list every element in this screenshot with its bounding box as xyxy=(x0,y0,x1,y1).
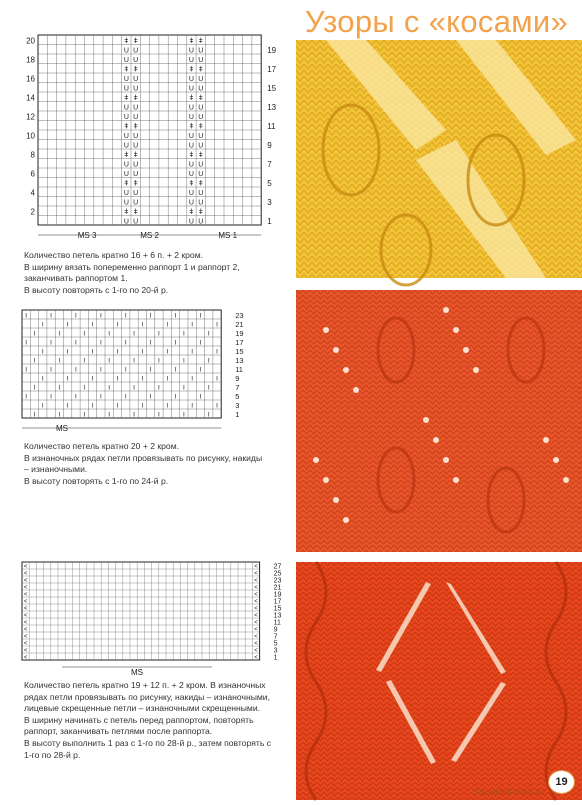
chart-2-symbol: I xyxy=(182,384,185,392)
chart-2-symbol: I xyxy=(99,339,102,347)
chart-2-symbol: I xyxy=(182,330,185,338)
chart-2-symbol: I xyxy=(41,348,44,356)
chart-1-symbol: U xyxy=(123,218,129,226)
chart-2-symbol: I xyxy=(166,402,169,410)
chart-2-symbol: I xyxy=(141,375,144,383)
chart-2-text-line: В высоту повторять с 1-го по 24-й р. xyxy=(24,475,169,486)
chart-1-row-number: 15 xyxy=(267,84,277,93)
red-orange-knit-photo xyxy=(296,562,582,800)
chart-3-text-line: В ширину начинать с петель перед раппортом, повторять раппорт, заканчивать петлями после раппорта. xyxy=(24,714,254,737)
chart-2-symbol: I xyxy=(207,330,210,338)
chart-1-symbol: ǂ xyxy=(189,66,194,74)
chart-3-row-number: 15 xyxy=(273,605,282,613)
chart-1-symbol: U xyxy=(188,142,194,150)
chart-2-row-number: 19 xyxy=(235,329,244,338)
chart-1-symbol: U xyxy=(188,76,194,83)
chart-3-row-number: 17 xyxy=(273,598,282,606)
chart-1-symbol: ǂ xyxy=(124,209,129,216)
chart-2-instructions xyxy=(24,441,264,487)
chart-3-row-number: 9 xyxy=(273,626,278,634)
chart-3-symbol: < xyxy=(254,620,258,626)
chart-2-symbol: I xyxy=(116,375,119,383)
chart-1-symbol: U xyxy=(123,76,129,83)
chart-1-row-number: 16 xyxy=(26,74,35,84)
chart-1-symbol: U xyxy=(123,171,129,178)
chart-1-symbol: U xyxy=(188,104,194,112)
chart-2-symbol: I xyxy=(199,339,202,347)
chart-3-symbol: < xyxy=(254,655,258,661)
chart-2-symbol: I xyxy=(83,357,86,365)
chart-2-row-number: 3 xyxy=(235,401,240,410)
chart-2-symbol: I xyxy=(158,384,160,392)
chart-2-symbol: I xyxy=(25,312,28,320)
chart-1-row-number: 12 xyxy=(26,112,35,122)
chart-2-symbol: I xyxy=(116,348,119,356)
chart-1-symbol: ǂ xyxy=(189,180,194,188)
chart-1-symbol: U xyxy=(198,142,204,150)
chart-3-symbol: < xyxy=(23,648,28,654)
chart-2-symbol: I xyxy=(158,411,160,419)
chart-2-text-line: Количество петель кратно 20 + 2 кром. xyxy=(24,441,180,451)
chart-3-row-number: 3 xyxy=(273,647,278,655)
chart-2-row-number: 21 xyxy=(235,320,244,329)
chart-1-symbol: U xyxy=(133,142,139,150)
chart-2-symbol: I xyxy=(191,402,194,410)
chart-2-symbol: I xyxy=(83,411,86,419)
chart-1-symbol: U xyxy=(188,133,194,140)
chart-2-row-number: 1 xyxy=(235,410,240,419)
chart-1-symbol: U xyxy=(188,57,194,64)
chart-2-symbol: I xyxy=(149,366,152,374)
chart-1-row-number: 7 xyxy=(267,160,272,169)
chart-2-symbol: I xyxy=(174,393,177,401)
chart-1-row-number: 19 xyxy=(267,46,277,55)
chart-1-symbol: U xyxy=(188,199,194,207)
chart-1-symbol: ǂ xyxy=(198,209,203,216)
chart-1-row-number: 10 xyxy=(26,131,35,141)
chart-2-symbol: I xyxy=(50,393,52,401)
chart-1-symbol: ǂ xyxy=(124,66,129,74)
chart-1-symbol: U xyxy=(123,85,129,93)
chart-2-symbol: I xyxy=(116,402,119,410)
chart-2-symbol: I xyxy=(108,384,111,392)
chart-1-row-number: 13 xyxy=(267,103,277,112)
chart-3-row-number: 5 xyxy=(273,640,278,648)
chart-1-symbol: ǂ xyxy=(189,152,194,159)
chart-2-symbol: I xyxy=(91,402,94,410)
chart-2-symbol: I xyxy=(66,348,69,356)
chart-3-symbol: < xyxy=(254,599,258,605)
chart-3-section-label: MS xyxy=(131,668,143,677)
chart-2-symbol: I xyxy=(50,339,52,347)
chart-1-row-number: 8 xyxy=(30,150,35,160)
chart-3-symbol: < xyxy=(254,648,258,654)
chart-1-symbol: U xyxy=(198,114,204,121)
chart-1-symbol: U xyxy=(198,190,204,197)
chart-2-symbol: I xyxy=(58,411,61,419)
chart-2-symbol: I xyxy=(75,312,77,320)
chart-2-symbol: I xyxy=(216,402,218,410)
chart-1-symbol: U xyxy=(133,190,139,197)
chart-2-row-number: 7 xyxy=(235,383,240,392)
chart-2-row-number: 17 xyxy=(235,338,244,347)
chart-3-row-number: 13 xyxy=(273,612,282,620)
chart-2-row-number: 15 xyxy=(235,347,244,356)
chart-2-symbol: I xyxy=(133,411,135,419)
chart-1-symbol: U xyxy=(188,47,194,55)
chart-2-section-label: MS xyxy=(56,424,68,433)
chart-3-row-number: 7 xyxy=(273,633,278,641)
chart-1-section-label: MS 2 xyxy=(140,231,159,240)
chart-1-symbol: U xyxy=(198,218,204,226)
chart-1-symbol: ǂ xyxy=(133,123,138,131)
chart-1-symbol: ǂ xyxy=(124,180,129,188)
chart-1-section-label: MS 1 xyxy=(218,231,238,240)
chart-1-row-number: 3 xyxy=(267,198,272,207)
chart-1-symbol: U xyxy=(198,161,204,169)
chart-2-row-number: 11 xyxy=(235,365,243,374)
chart-3-symbol: < xyxy=(23,655,28,661)
chart-1-symbol: ǂ xyxy=(133,180,138,188)
chart-2-row-number: 5 xyxy=(235,392,240,401)
chart-1-row-number: 20 xyxy=(26,36,35,46)
chart-2-symbol: I xyxy=(166,375,169,383)
chart-2-symbol: I xyxy=(116,321,119,329)
chart-2-text-line: В изнаночных рядах петли провязывать по рисунку, накиды – изнаночными. xyxy=(24,452,263,475)
chart-1-symbol: ǂ xyxy=(133,66,138,74)
chart-1-symbol: ǂ xyxy=(133,152,138,159)
chart-1-symbol: U xyxy=(133,114,139,121)
chart-3-instructions xyxy=(24,680,279,761)
chart-3-symbol: < xyxy=(23,641,28,647)
chart-2-symbol: I xyxy=(216,321,218,329)
chart-1-row-number: 18 xyxy=(26,55,35,65)
chart-2-symbol: I xyxy=(191,321,194,329)
chart-2-symbol: I xyxy=(199,366,202,374)
chart-1-symbol: ǂ xyxy=(198,123,203,131)
chart-2-symbol: I xyxy=(124,366,127,374)
chart-1-symbol: U xyxy=(133,199,139,207)
chart-2-symbol: I xyxy=(199,393,202,401)
chart-2-symbol: I xyxy=(149,312,152,320)
chart-2-symbol: I xyxy=(108,357,111,365)
chart-2-symbol: I xyxy=(141,321,144,329)
chart-2-symbol: I xyxy=(174,339,177,347)
chart-1-symbol: U xyxy=(133,57,139,64)
chart-1-symbol: U xyxy=(123,47,129,55)
chart-1-row-number: 5 xyxy=(267,179,272,188)
chart-2-symbol: I xyxy=(133,330,135,338)
chart-3-symbol: < xyxy=(23,606,28,612)
chart-1-symbol: ǂ xyxy=(133,38,138,45)
chart-2-symbol: I xyxy=(207,384,210,392)
chart-1-symbol: U xyxy=(123,57,129,64)
chart-2-symbol: I xyxy=(124,339,127,347)
chart-1-symbol: U xyxy=(198,85,204,93)
chart-3-symbol: < xyxy=(23,634,28,640)
knitting-chart-2 xyxy=(20,308,260,438)
chart-1-symbol: ǂ xyxy=(124,152,129,159)
chart-2-symbol: I xyxy=(133,357,135,365)
chart-2-symbol: I xyxy=(58,357,61,365)
chart-1-symbol: U xyxy=(133,85,139,93)
chart-2-symbol: I xyxy=(66,402,69,410)
chart-2-symbol: I xyxy=(108,411,111,419)
page-title: Узоры с «косами» xyxy=(304,4,568,39)
chart-1-symbol: ǂ xyxy=(189,209,194,216)
chart-2-symbol: I xyxy=(83,384,86,392)
chart-3-symbol: < xyxy=(254,585,258,591)
chart-2-symbol: I xyxy=(91,348,94,356)
chart-1-symbol: ǂ xyxy=(124,95,129,102)
chart-2-symbol: I xyxy=(182,411,185,419)
chart-2-symbol: I xyxy=(91,321,94,329)
chart-2-symbol: I xyxy=(75,393,77,401)
chart-3-row-number: 27 xyxy=(273,563,282,571)
chart-1-symbol: U xyxy=(188,171,194,178)
chart-2-row-number: 23 xyxy=(235,311,244,320)
chart-2-symbol: I xyxy=(124,312,127,320)
chart-3-text-line: Количество петель кратно 19 + 12 п. + 2 кром. В изнаночных рядах петли провязывать по рисунку, накиды – изнаночными, лицевые скрещенные петли – изнаночными скрещенными. xyxy=(24,680,270,714)
chart-1-row-number: 1 xyxy=(267,217,272,226)
chart-1-symbol: U xyxy=(133,218,139,226)
chart-1-symbol: U xyxy=(198,104,204,112)
chart-2-symbol: I xyxy=(41,402,44,410)
chart-3-symbol: < xyxy=(23,564,28,570)
chart-1-symbol: U xyxy=(188,161,194,169)
chart-2-symbol: I xyxy=(33,411,36,419)
chart-3-symbol: < xyxy=(254,606,258,612)
chart-2-symbol: I xyxy=(41,321,44,329)
chart-3-row-number: 19 xyxy=(273,591,282,599)
chart-1-symbol: U xyxy=(133,104,139,112)
chart-1-symbol: ǂ xyxy=(189,123,194,131)
chart-2-symbol: I xyxy=(50,312,52,320)
chart-1-symbol: ǂ xyxy=(124,123,129,131)
chart-2-symbol: I xyxy=(25,366,28,374)
chart-1-symbol: ǂ xyxy=(198,38,203,45)
chart-2-symbol: I xyxy=(141,402,144,410)
chart-2-symbol: I xyxy=(58,384,61,392)
chart-1-row-number: 4 xyxy=(30,188,35,198)
chart-1-symbol: U xyxy=(133,161,139,169)
chart-3-symbol: < xyxy=(254,613,258,619)
chart-2-symbol: I xyxy=(166,348,169,356)
chart-2-symbol: I xyxy=(75,366,77,374)
chart-2-symbol: I xyxy=(33,384,36,392)
chart-3-text-line: В высоту выполнить 1 раз с 1-го по 28-й р., затем повторять с 1-го по 28-й р. xyxy=(24,737,271,760)
chart-2-symbol: I xyxy=(25,339,28,347)
chart-3-symbol: < xyxy=(254,627,258,633)
chart-1-symbol: U xyxy=(198,171,204,178)
chart-2-symbol: I xyxy=(149,393,152,401)
orange-knit-photo xyxy=(296,290,582,552)
chart-1-symbol: ǂ xyxy=(198,66,203,74)
chart-3-symbol: < xyxy=(254,641,258,647)
chart-1-row-number: 9 xyxy=(267,141,272,150)
chart-1-symbol: ǂ xyxy=(189,95,194,102)
chart-3-row-number: 21 xyxy=(273,584,282,592)
chart-1-symbol: U xyxy=(123,161,129,169)
chart-3-symbol: < xyxy=(254,571,258,577)
chart-1-symbol: ǂ xyxy=(133,95,138,102)
chart-2-symbol: I xyxy=(216,348,218,356)
chart-1-row-number: 11 xyxy=(267,122,276,131)
chart-1-symbol: U xyxy=(123,199,129,207)
chart-1-symbol: ǂ xyxy=(124,38,129,45)
chart-1-symbol: U xyxy=(123,104,129,112)
chart-2-symbol: I xyxy=(58,330,61,338)
chart-1-symbol: ǂ xyxy=(198,152,203,159)
chart-2-symbol: I xyxy=(158,357,160,365)
chart-3-symbol: < xyxy=(23,620,28,626)
chart-2-symbol: I xyxy=(158,330,160,338)
chart-2-symbol: I xyxy=(141,348,144,356)
chart-3-row-number: 1 xyxy=(273,654,278,662)
chart-2-symbol: I xyxy=(191,348,194,356)
chart-2-symbol: I xyxy=(133,384,135,392)
chart-2-symbol: I xyxy=(216,375,218,383)
chart-1-symbol: U xyxy=(188,114,194,121)
chart-2-symbol: I xyxy=(66,321,69,329)
chart-1-row-number: 2 xyxy=(30,207,35,217)
chart-2-symbol: I xyxy=(174,366,177,374)
chart-1-symbol: ǂ xyxy=(198,180,203,188)
chart-1-symbol: ǂ xyxy=(133,209,138,216)
chart-1-symbol: U xyxy=(123,133,129,140)
chart-2-symbol: I xyxy=(75,339,77,347)
chart-1-symbol: U xyxy=(123,114,129,121)
chart-3-symbol: < xyxy=(23,592,28,598)
chart-3-symbol: < xyxy=(23,571,28,577)
chart-1-symbol: U xyxy=(198,47,204,55)
chart-2-symbol: I xyxy=(207,411,210,419)
chart-1-text-line: В ширину вязать попеременно раппорт 1 и раппорт 2, заканчивать раппортом 1. xyxy=(24,261,240,284)
chart-2-symbol: I xyxy=(50,366,52,374)
chart-3-symbol: < xyxy=(254,578,258,584)
chart-3-symbol: < xyxy=(23,585,28,591)
yellow-knit-photo xyxy=(296,40,582,278)
chart-1-symbol: U xyxy=(198,133,204,140)
chart-1-row-number: 6 xyxy=(30,169,35,179)
chart-2-symbol: I xyxy=(166,321,169,329)
chart-1-instructions xyxy=(24,250,279,296)
chart-3-symbol: < xyxy=(254,634,258,640)
chart-1-symbol: U xyxy=(133,171,139,178)
chart-1-symbol: U xyxy=(123,190,129,197)
knitting-chart-1 xyxy=(20,32,277,250)
chart-3-symbol: < xyxy=(23,627,28,633)
knitting-chart-3 xyxy=(20,560,288,676)
chart-2-symbol: I xyxy=(174,312,177,320)
chart-2-symbol: I xyxy=(108,330,111,338)
chart-3-symbol: < xyxy=(23,578,28,584)
chart-1-row-number: 17 xyxy=(267,65,277,74)
chart-1-symbol: U xyxy=(133,47,139,55)
chart-3-row-number: 23 xyxy=(273,577,282,585)
site-footer: PassionForum.ru xyxy=(475,787,544,797)
chart-1-symbol: U xyxy=(133,133,139,140)
chart-2-symbol: I xyxy=(41,375,44,383)
chart-2-symbol: I xyxy=(207,357,210,365)
chart-3-symbol: < xyxy=(23,599,28,605)
chart-2-symbol: I xyxy=(33,357,36,365)
chart-2-symbol: I xyxy=(99,312,102,320)
chart-2-symbol: I xyxy=(99,393,102,401)
chart-2-symbol: I xyxy=(33,330,36,338)
chart-3-symbol: < xyxy=(254,592,258,598)
chart-1-symbol: U xyxy=(198,199,204,207)
chart-3-row-number: 11 xyxy=(273,619,281,627)
chart-2-symbol: I xyxy=(199,312,202,320)
chart-2-symbol: I xyxy=(191,375,194,383)
chart-1-row-number: 14 xyxy=(26,93,35,103)
chart-2-symbol: I xyxy=(25,393,28,401)
chart-2-symbol: I xyxy=(83,330,86,338)
chart-2-symbol: I xyxy=(182,357,185,365)
chart-1-symbol: U xyxy=(188,190,194,197)
chart-2-symbol: I xyxy=(99,366,102,374)
chart-2-symbol: I xyxy=(149,339,152,347)
chart-1-text-line: В высоту повторять с 1-го по 20-й р. xyxy=(24,284,169,295)
chart-1-text-line: Количество петель кратно 16 + 6 п. + 2 кром. xyxy=(24,250,204,260)
chart-1-symbol: U xyxy=(188,85,194,93)
chart-3-row-number: 25 xyxy=(273,570,282,578)
chart-2-symbol: I xyxy=(66,375,69,383)
chart-3-symbol: < xyxy=(23,613,28,619)
page-number: 19 xyxy=(548,770,575,794)
chart-3-symbol: < xyxy=(254,564,258,570)
chart-1-symbol: U xyxy=(133,76,139,83)
chart-2-symbol: I xyxy=(91,375,94,383)
chart-2-row-number: 9 xyxy=(235,374,240,383)
chart-1-symbol: U xyxy=(198,57,204,64)
chart-1-symbol: ǂ xyxy=(189,38,194,45)
chart-2-symbol: I xyxy=(124,393,127,401)
chart-1-symbol: U xyxy=(123,142,129,150)
chart-2-row-number: 13 xyxy=(235,356,244,365)
chart-1-section-label: MS 3 xyxy=(77,231,97,240)
chart-1-symbol: ǂ xyxy=(198,95,203,102)
chart-1-symbol: U xyxy=(198,76,204,83)
chart-1-symbol: U xyxy=(188,218,194,226)
